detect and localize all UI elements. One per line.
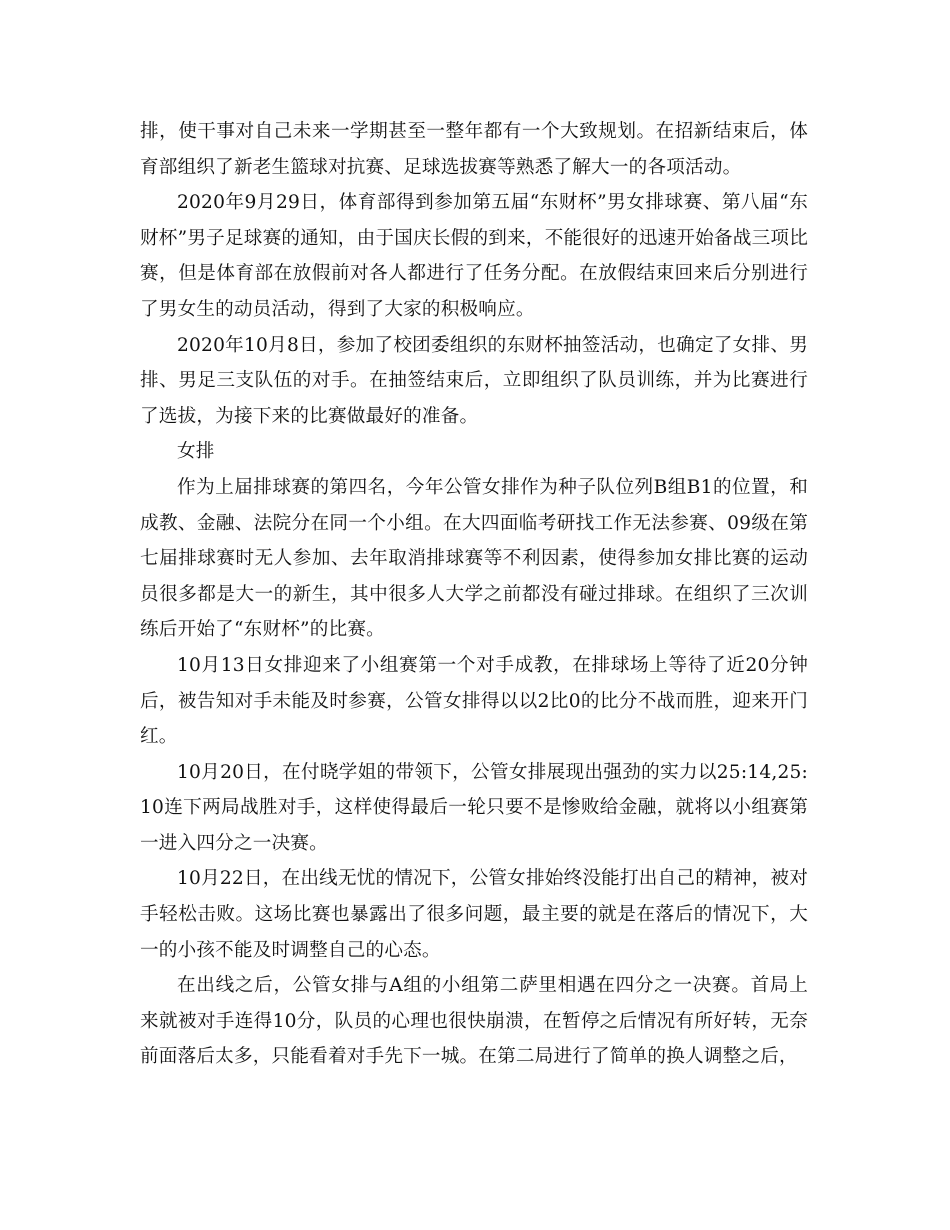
paragraph-6: 10月13日女排迎来了小组赛第一个对手成教，在排球场上等待了近20分钟后，被告知对手未能及时参赛，公管女排得以以2比0的比分不战而胜，迎来开门红。 [140,654,808,748]
paragraph-1: 排，使干事对自己未来一学期甚至一整年都有一个大致规划。在招新结束后，体育部组织了新老生篮球对抗赛、足球选拔赛等熟悉了解大一的各项活动。 [140,121,808,178]
paragraph-3: 2020年10月8日，参加了校团委组织的东财杯抽签活动，也确定了女排、男排、男足三支队伍的对手。在抽签结束后，立即组织了队员训练，并为比赛进行了选拔，为接下来的比赛做最好的准备。 [140,334,808,427]
paragraph-2: 2020年9月29日，体育部得到参加第五届“东财杯”男女排球赛、第八届“东财杯”男子足球赛的通知，由于国庆长假的到来，不能很好的迅速开始备战三项比赛，但是体育部在放假前对各人都进行了任务分配。在放假结束回来后分别进行了男女生的动员活动，得到了大家的积极响应。 [140,192,808,320]
paragraph-7: 10月20日，在付晓学姐的带领下，公管女排展现出强劲的实力以25:14,25:10连下两局战胜对手，这样使得最后一轮只要不是惨败给金融，就将以小组赛第一进入四分之一决赛。 [140,761,808,854]
section-heading-womens-volleyball: 女排 [177,441,215,463]
paragraph-5: 作为上届排球赛的第四名，今年公管女排作为种子队位列B组B1的位置，和成教、金融、法院分在同一个小组。在大四面临考研找工作无法参赛、09级在第七届排球赛时无人参加、去年取消排球赛等不利因素，使得参加女排比赛的运动员很多都是大一的新生，其中很多人大学之前都没有碰过排球。在组织了三次训练后开始了“东财杯”的比赛。 [140,476,808,641]
paragraph-8: 10月22日，在出线无忧的情况下，公管女排始终没能打出自己的精神，被对手轻松击败。这场比赛也暴露出了很多问题，最主要的就是在落后的情况下，大一的小孩不能及时调整自己的心态。 [140,868,808,961]
paragraph-9: 在出线之后，公管女排与A组的小组第二萨里相遇在四分之一决赛。首局上来就被对手连得10分，队员的心理也很快崩溃，在暂停之后情况有所好转，无奈前面落后太多，只能看着对手先下一城。在第二局进行了简单的换人调整之后， [140,975,808,1068]
document-body [140,114,808,1075]
